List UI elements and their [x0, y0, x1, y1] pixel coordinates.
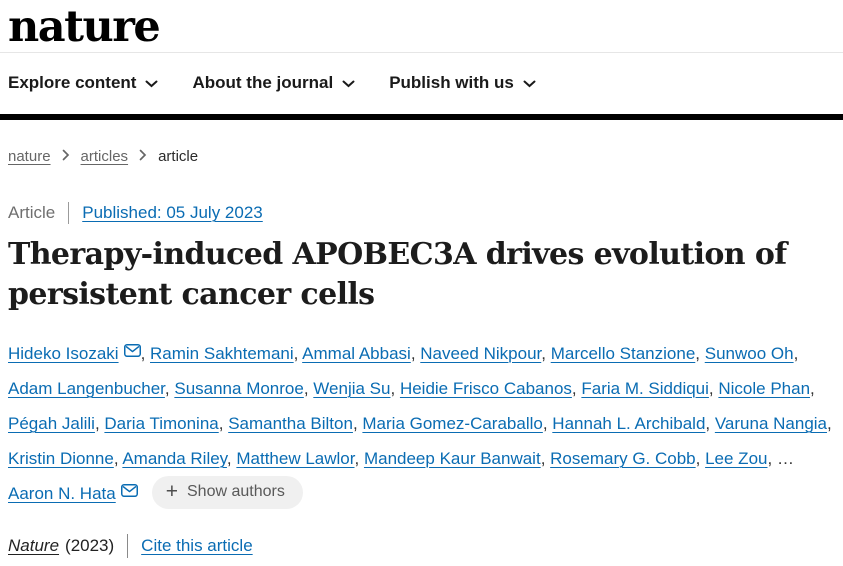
- article-page: [0, 148, 843, 558]
- author-link[interactable]: Faria M. Siddiqui: [581, 379, 709, 398]
- email-icon[interactable]: [121, 484, 138, 497]
- author-separator: ,: [540, 449, 551, 468]
- author-link[interactable]: Pégah Jalili: [8, 414, 95, 433]
- cite-this-article-link[interactable]: Cite this article: [141, 536, 253, 556]
- show-authors-label: Show authors: [187, 483, 285, 501]
- author-link[interactable]: Matthew Lawlor: [236, 449, 355, 468]
- article-type-label: Article: [8, 203, 56, 222]
- author-link[interactable]: Marcello Stanzione: [550, 344, 696, 363]
- author-separator: ,: [113, 449, 123, 468]
- author-link[interactable]: Wenjia Su: [313, 379, 391, 398]
- site-header: [0, 0, 843, 120]
- author-separator: ,: [542, 414, 553, 433]
- author-separator: ,: [218, 414, 229, 433]
- author-link[interactable]: Heidie Frisco Cabanos: [399, 379, 572, 398]
- author-link[interactable]: Nicole Phan: [718, 379, 811, 398]
- published-date-link[interactable]: Published: 05 July 2023: [82, 203, 263, 222]
- author-separator: ,: [352, 414, 363, 433]
- nav-publish-with-us-label: Publish with us: [389, 73, 514, 92]
- author-separator: ,: [767, 449, 777, 468]
- author-separator: ,: [140, 344, 151, 363]
- nav-about-the-journal-label: About the journal: [192, 73, 334, 92]
- article-title: Therapy-induced APOBEC3A drives evolution of persistent cancer cells: [8, 237, 787, 312]
- author-link[interactable]: Ramin Sakhtemani: [150, 344, 294, 363]
- authors-ellipsis: …: [776, 449, 794, 468]
- journal-link[interactable]: Nature: [8, 536, 60, 556]
- author-separator: ,: [793, 344, 799, 363]
- citation-year: (2023): [65, 536, 115, 556]
- logo-row: [0, 0, 843, 52]
- breadcrumb: [8, 148, 843, 165]
- nav-about-the-journal[interactable]: [192, 73, 355, 93]
- author-link[interactable]: Aaron N. Hata: [8, 484, 116, 503]
- author-separator: ,: [827, 414, 832, 433]
- author-link[interactable]: Susanna Monroe: [174, 379, 304, 398]
- breadcrumb-link-nature[interactable]: nature: [8, 148, 51, 165]
- author-link[interactable]: Maria Gomez-Caraballo: [362, 414, 543, 433]
- article-meta-row: [8, 202, 843, 224]
- author-link[interactable]: Ammal Abbasi: [302, 344, 411, 363]
- chevron-down-icon: [523, 73, 536, 93]
- nav-explore-content[interactable]: [8, 73, 158, 93]
- author-link[interactable]: Daria Timonina: [104, 414, 219, 433]
- author-separator: ,: [94, 414, 105, 433]
- author-list: [8, 336, 836, 511]
- chevron-down-icon: [145, 73, 158, 93]
- author-link[interactable]: Kristin Dionne: [8, 449, 114, 468]
- authors-container: [8, 344, 832, 503]
- author-separator: ,: [708, 379, 719, 398]
- chevron-right-icon: [62, 148, 70, 165]
- author-link[interactable]: Naveed Nikpour: [420, 344, 542, 363]
- email-icon[interactable]: [124, 344, 141, 357]
- author-separator: ,: [293, 344, 303, 363]
- author-separator: ,: [226, 449, 237, 468]
- author-separator: ,: [705, 414, 715, 433]
- plus-icon: +: [165, 480, 178, 504]
- breadcrumb-link-articles[interactable]: articles: [80, 148, 129, 165]
- author-separator: ,: [571, 379, 582, 398]
- author-separator: ,: [541, 344, 551, 363]
- author-link[interactable]: Hannah L. Archibald: [552, 414, 706, 433]
- author-link[interactable]: Amanda Riley: [122, 449, 227, 468]
- nav-publish-with-us[interactable]: [389, 73, 536, 93]
- citation-row: [8, 534, 843, 558]
- author-link[interactable]: Lee Zou: [705, 449, 768, 468]
- chevron-down-icon: [342, 73, 355, 93]
- author-separator: ,: [354, 449, 364, 468]
- show-authors-button[interactable]: [152, 476, 303, 509]
- author-separator: ,: [810, 379, 815, 398]
- author-separator: ,: [303, 379, 314, 398]
- header-divider-bar: [0, 114, 843, 120]
- author-separator: ,: [695, 344, 705, 363]
- author-link[interactable]: Varuna Nangia: [714, 414, 828, 433]
- author-separator: ,: [164, 379, 175, 398]
- author-separator: ,: [410, 344, 421, 363]
- author-link[interactable]: Rosemary G. Cobb: [550, 449, 696, 468]
- nature-logo[interactable]: nature: [8, 2, 160, 52]
- author-link[interactable]: Samantha Bilton: [228, 414, 353, 433]
- citation-divider: [127, 534, 128, 558]
- meta-divider: [68, 202, 69, 224]
- author-link[interactable]: Hideko Isozaki: [8, 344, 119, 363]
- author-separator: ,: [695, 449, 706, 468]
- author-link[interactable]: Mandeep Kaur Banwait: [363, 449, 541, 468]
- chevron-right-icon: [139, 148, 147, 165]
- author-separator: ,: [390, 379, 400, 398]
- main-nav: [0, 53, 843, 114]
- author-link[interactable]: Sunwoo Oh: [704, 344, 794, 363]
- breadcrumb-current-article: article: [158, 148, 199, 165]
- author-link[interactable]: Adam Langenbucher: [8, 379, 165, 398]
- nav-explore-content-label: Explore content: [8, 73, 137, 92]
